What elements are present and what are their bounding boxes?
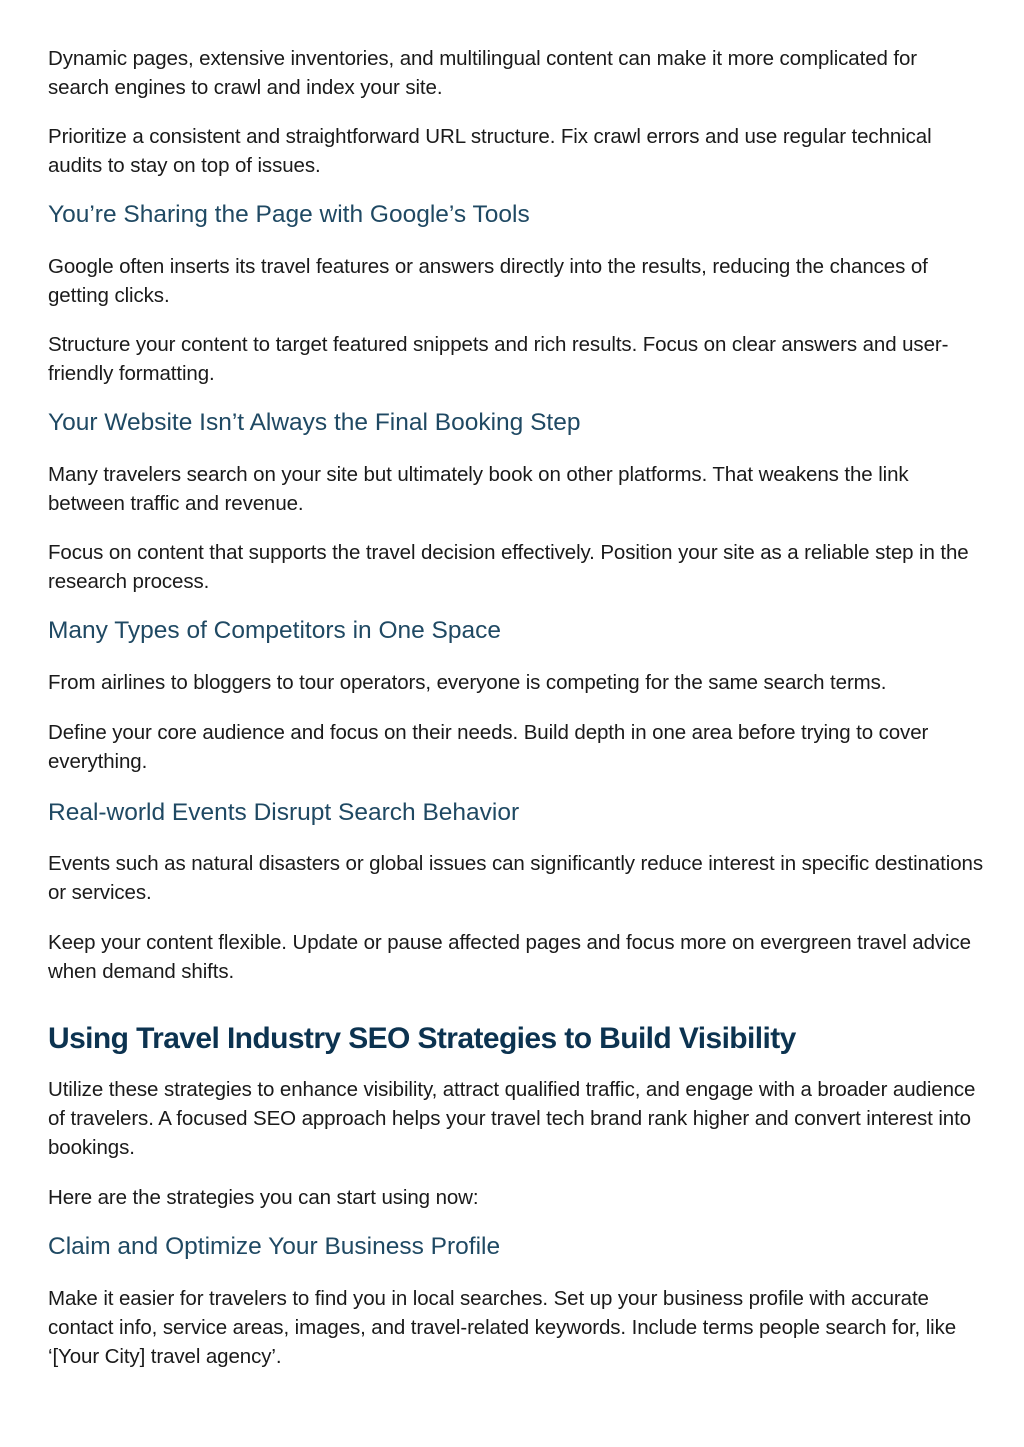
paragraph-url-structure: Prioritize a consistent and straightforward URL structure. Fix crawl errors and use regular technical audits to stay on top of issues.: [48, 125, 932, 177]
paragraph-utilize-strategies: Utilize these strategies to enhance visibility, attract qualified traffic, and engage with a broader audience of travelers. A focused SEO approach helps your travel tech brand rank higher and convert interest into bookings.: [48, 1078, 976, 1159]
heading-seo-strategies: Using Travel Industry SEO Strategies to Build Visibility: [48, 1022, 796, 1055]
paragraph-featured-snippets: Structure your content to target featured snippets and rich results. Focus on clear answers and user-friendly formatting.: [48, 333, 949, 385]
article-body: [48, 44, 983, 1371]
paragraph-core-audience: Define your core audience and focus on their needs. Build depth in one area before trying to cover everything.: [48, 721, 929, 773]
heading-business-profile: Claim and Optimize Your Business Profile: [48, 1233, 501, 1260]
paragraph-local-searches: Make it easier for travelers to find you in local searches. Set up your business profile with accurate contact info, service areas, images, and travel-related keywords. Include terms people search for, like ‘[Your City] travel agency’.: [48, 1287, 957, 1368]
heading-sharing-page-google: You’re Sharing the Page with Google’s Tools: [48, 201, 530, 228]
paragraph-dynamic-pages: Dynamic pages, extensive inventories, and multilingual content can make it more complicated for search engines to crawl and index your site.: [48, 47, 918, 99]
heading-final-booking-step: Your Website Isn’t Always the Final Booking Step: [48, 409, 581, 436]
paragraph-research-process: Focus on content that supports the travel decision effectively. Position your site as a reliable step in the research process.: [48, 541, 969, 593]
paragraph-content-flexible: Keep your content flexible. Update or pause affected pages and focus more on evergreen travel advice when demand shifts.: [48, 931, 971, 983]
heading-real-world-events: Real-world Events Disrupt Search Behavior: [48, 799, 520, 826]
paragraph-natural-disasters: Events such as natural disasters or global issues can significantly reduce interest in specific destinations or services.: [48, 852, 983, 904]
paragraph-other-platforms: Many travelers search on your site but ultimately book on other platforms. That weakens the link between traffic and revenue.: [48, 463, 909, 515]
paragraph-airlines-bloggers: From airlines to bloggers to tour operators, everyone is competing for the same search terms.: [48, 671, 887, 694]
paragraph-strategies-intro: Here are the strategies you can start using now:: [48, 1186, 479, 1209]
paragraph-google-inserts: Google often inserts its travel features or answers directly into the results, reducing the chances of getting clicks.: [48, 255, 928, 307]
heading-types-of-competitors: Many Types of Competitors in One Space: [48, 617, 502, 644]
